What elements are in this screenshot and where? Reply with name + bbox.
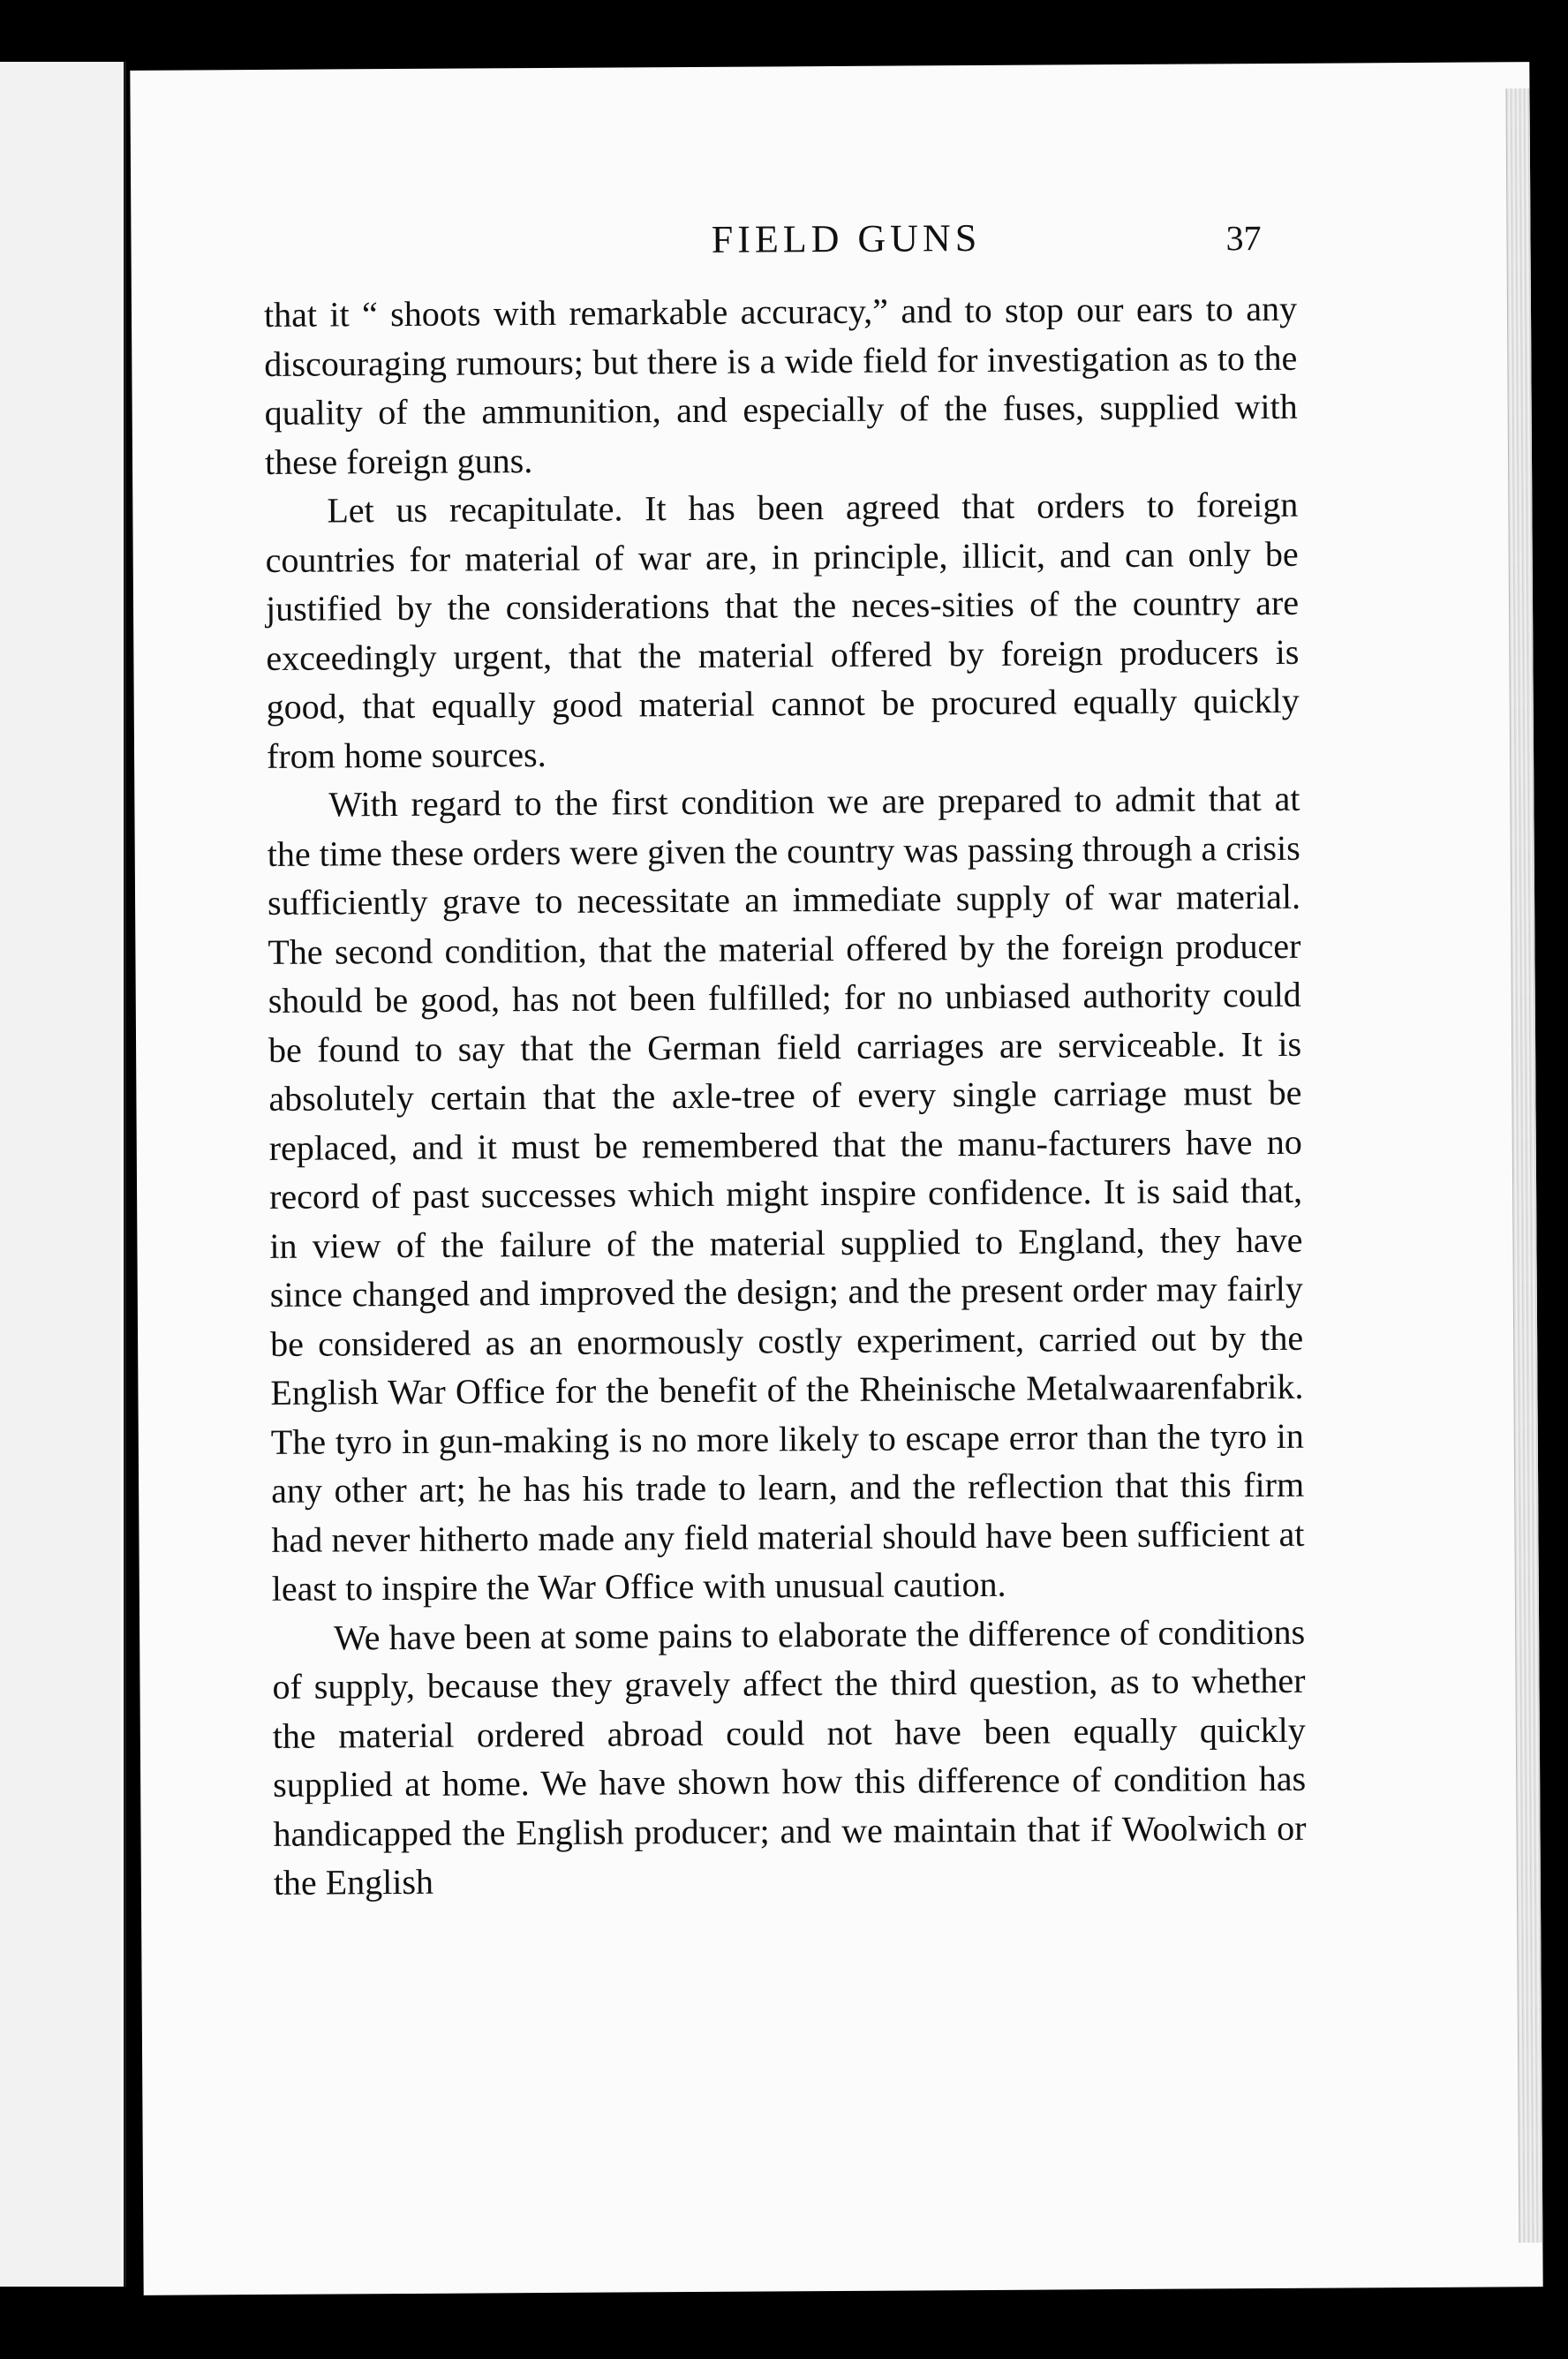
paragraph-continued: that it “ shoots with remarkable accuracy,” and to stop our ears to any discouraging rumours; but there is a wide field for investigation as to the quality of the ammunition, and especially of the fuses, supplied with these foreign guns. <box>263 288 1298 482</box>
paragraph-conditions-of-supply: We have been at some pains to elaborate the difference of conditions of supply, because they gravely affect the third question, as to whether the material ordered abroad could not have been equally quickly supplied at home. We have shown how this difference of condition has handicapped the English producer; and we maintain that if Woolwich or the English <box>272 1611 1307 1903</box>
page-fore-edge <box>1505 88 1542 2242</box>
running-title: FIELD GUNS <box>711 215 982 261</box>
book-page <box>130 62 1542 2295</box>
paragraph-first-condition: With regard to the first condition we are prepared to admit that at the time these orders were given the country was passing through a crisis sufficiently grave to necessitate an immediate supply of war material. The second condition, that the material offered by the foreign producer should be good, has not been fulfilled; for no unbiased authority could be found to say that the German field carriages are serviceable. It is absolutely certain that the axle-tree of every single carriage must be replaced, and it must be remembered that the manu-facturers have no record of past successes which might inspire confidence. It is said that, in view of the failure of the material supplied to England, they have since changed and improved the design; and the present order may fairly be considered as an enormously costly experiment, carried out by the English War Office for the benefit of the Rheinische Metalwaarenfabrik. The tyro in gun-making is no more likely to escape error than the tyro in any other art; he has his trade to learn, and the reflection that this firm had never hitherto made any field material should have been sufficient at least to inspire the War Office with unusual caution. <box>267 778 1305 1609</box>
paragraph-recapitulate: Let us recapitulate. It has been agreed that orders to foreign countries for material of war are, in principle, illicit, and can only be justified by the considerations that the neces-sities of the country are exceedingly urgent, that the material offered by foreign producers is good, that equally good material cannot be procured equally quickly from home sources. <box>265 484 1300 776</box>
page-number: 37 <box>1225 218 1262 259</box>
running-head <box>131 212 1530 274</box>
facing-page-edge <box>0 62 126 2287</box>
body-text <box>264 284 1307 1908</box>
